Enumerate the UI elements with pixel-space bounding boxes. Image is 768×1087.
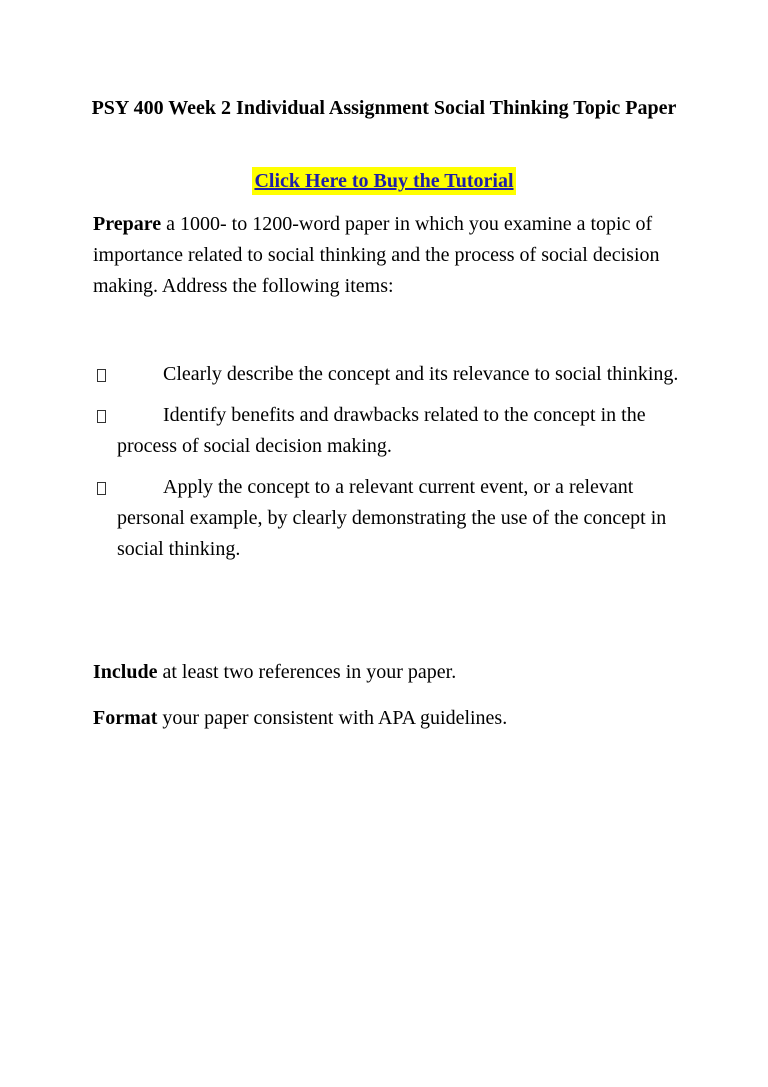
bullet-box-icon [97,410,106,423]
intro-paragraph [93,209,693,302]
list-item [93,359,693,390]
list-item [93,472,693,565]
intro-text: a 1000- to 1200-word paper in which you examine a topic of importance related to social thinking and the process of social decision making. Address the following items: [93,213,660,297]
intro-lead: Prepare [93,213,162,235]
format-text: your paper consistent with APA guidelines. [157,707,508,729]
list-item-text: Clearly describe the concept and its relevance to social thinking. [163,363,679,385]
bullet-box-icon [97,482,106,495]
requirements-list [93,359,693,575]
format-lead: Format [93,707,158,729]
page-title: PSY 400 Week 2 Individual Assignment Social Thinking Topic Paper [91,97,677,119]
format-paragraph [93,703,693,734]
list-item-text: Identify benefits and drawbacks related to the concept in the process of social decision making. [117,404,646,457]
bullet-box-icon [97,369,106,382]
include-paragraph [93,657,693,688]
list-item-text: Apply the concept to a relevant current event, or a relevant personal example, by clearly demonstrating the use of the concept in social thinking. [117,476,667,560]
list-item [93,400,693,462]
include-text: at least two references in your paper. [157,661,457,683]
include-lead: Include [93,661,158,683]
cta-container [0,167,768,195]
buy-tutorial-link[interactable]: Click Here to Buy the Tutorial [252,167,515,195]
